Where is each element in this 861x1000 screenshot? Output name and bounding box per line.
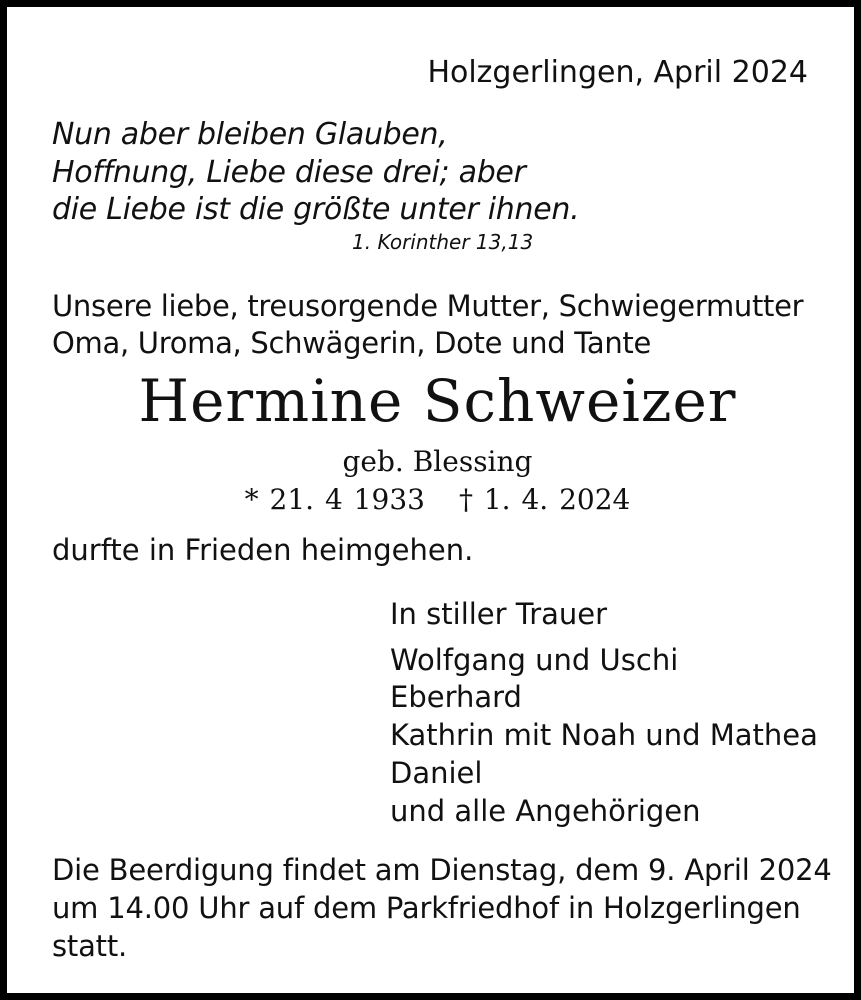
mourner-name: Eberhard bbox=[390, 680, 522, 714]
life-dates bbox=[7, 483, 861, 516]
death-date: † 1. 4. 2024 bbox=[458, 483, 631, 516]
mourner-name: Daniel bbox=[390, 756, 483, 790]
intro-line: Unsere liebe, treusorgende Mutter, Schwiegermutter bbox=[52, 289, 804, 323]
verse-line: Nun aber bleiben Glauben, bbox=[52, 117, 448, 152]
mourner-name: Kathrin mit Noah und Mathea bbox=[390, 718, 818, 752]
funeral-info-line: um 14.00 Uhr auf dem Parkfriedhof in Holzgerlingen bbox=[52, 891, 801, 925]
mourner-name: und alle Angehörigen bbox=[390, 794, 701, 828]
verse-line: die Liebe ist die größte unter ihnen. bbox=[52, 192, 580, 227]
maiden-name: geb. Blessing bbox=[342, 445, 533, 478]
birth-date: * 21. 4 1933 bbox=[244, 483, 425, 516]
funeral-info-line: statt. bbox=[52, 929, 128, 963]
verse-line: Hoffnung, Liebe diese drei; aber bbox=[52, 155, 526, 190]
intro-line: Oma, Uroma, Schwägerin, Dote und Tante bbox=[52, 326, 652, 360]
verse-reference: 1. Korinther 13,13 bbox=[352, 230, 534, 254]
mourning-heading: In stiller Trauer bbox=[390, 597, 608, 631]
funeral-info-line: Die Beerdigung findet am Dienstag, dem 9. April 2024 bbox=[52, 853, 832, 887]
place-date: Holzgerlingen, April 2024 bbox=[427, 55, 808, 90]
deceased-name: Hermine Schweizer bbox=[138, 367, 737, 435]
mourner-name: Wolfgang und Uschi bbox=[390, 643, 679, 677]
passing-text: durfte in Frieden heimgehen. bbox=[52, 533, 474, 567]
